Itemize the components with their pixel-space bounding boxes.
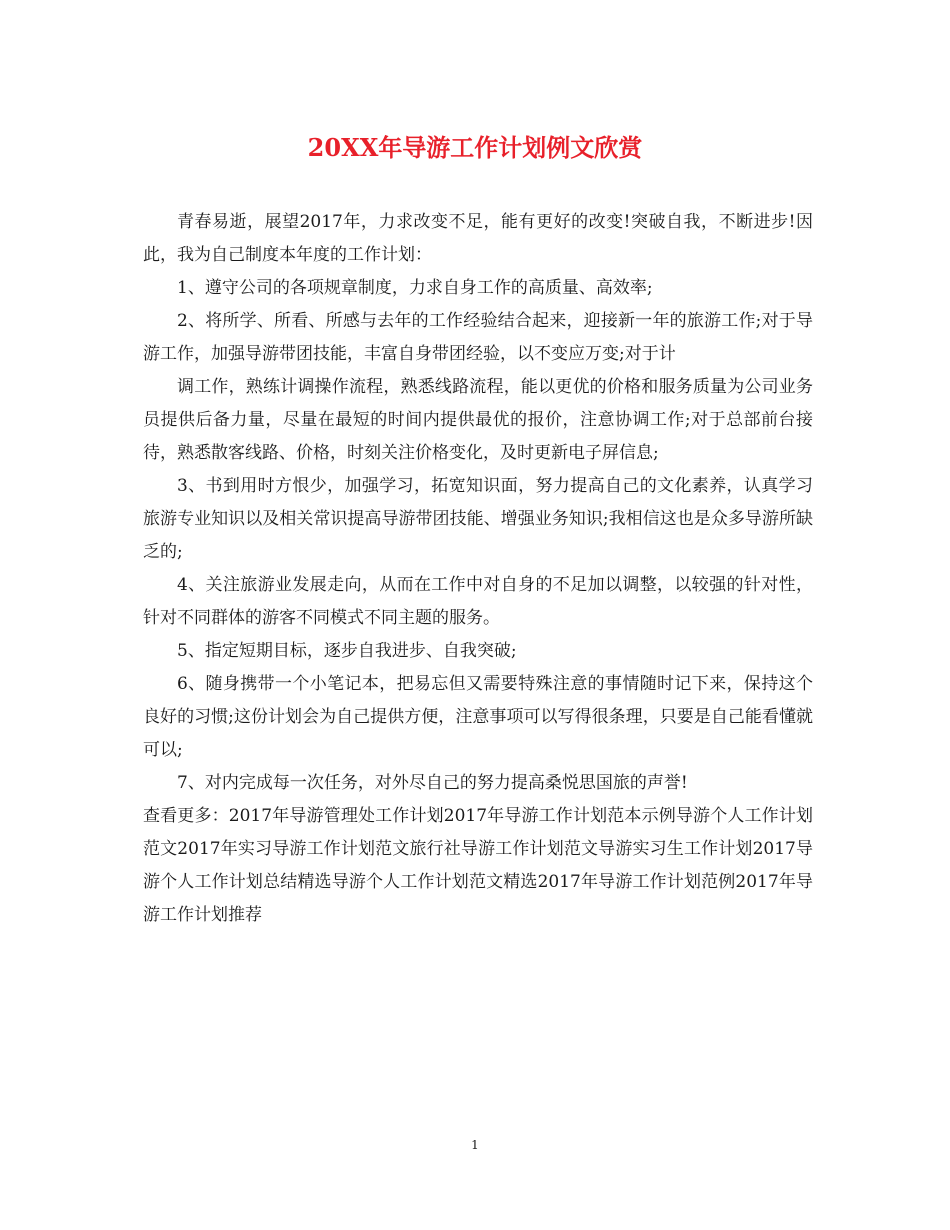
page-number: 1 [471,1138,479,1152]
paragraph-item-3: 3、书到用时方恨少，加强学习，拓宽知识面，努力提高自己的文化素养，认真学习旅游专业知识以及相关常识提高导游带团技能、增强业务知识;我相信这也是众多导游所缺乏的; [143,476,813,562]
document-title: 20XX年导游工作计划例文欣赏 [307,133,643,162]
paragraph-intro: 青春易逝，展望2017年，力求改变不足，能有更好的改变!突破自我，不断进步!因此，我为自己制度本年度的工作计划： [143,212,813,265]
paragraph-item-2-continued: 调工作，熟练计调操作流程，熟悉线路流程，能以更优的价格和服务质量为公司业务员提供后备力量，尽量在最短的时间内提供最优的报价，注意协调工作;对于总部前台接待，熟悉散客线路、价格，时刻关注价格变化，及时更新电子屏信息; [143,377,813,463]
see-more-links: 查看更多：2017年导游管理处工作计划2017年导游工作计划范本示例导游个人工作计划范文2017年实习导游工作计划范文旅行社导游工作计划范文导游实习生工作计划2017导游个人工作计划总结精选导游个人工作计划范文精选2017年导游工作计划范例2017年导游工作计划推荐 [143,806,813,925]
paragraph-item-2: 2、将所学、所看、所感与去年的工作经验结合起来，迎接新一年的旅游工作;对于导游工作，加强导游带团技能，丰富自身带团经验，以不变应万变;对于计 [143,311,813,364]
document-body [143,206,813,932]
paragraph-item-1: 1、遵守公司的各项规章制度，力求自身工作的高质量、高效率; [177,278,653,298]
paragraph-item-4: 4、关注旅游业发展走向，从而在工作中对自身的不足加以调整，以较强的针对性，针对不同群体的游客不同模式不同主题的服务。 [143,575,813,628]
paragraph-item-6: 6、随身携带一个小笔记本，把易忘但又需要特殊注意的事情随时记下来，保持这个良好的习惯;这份计划会为自己提供方便，注意事项可以写得很条理，只要是自己能看懂就可以; [143,674,813,760]
paragraph-item-7: 7、对内完成每一次任务，对外尽自己的努力提高桑悦思国旅的声誉! [177,773,688,793]
paragraph-item-5: 5、指定短期目标，逐步自我进步、自我突破; [177,641,517,661]
